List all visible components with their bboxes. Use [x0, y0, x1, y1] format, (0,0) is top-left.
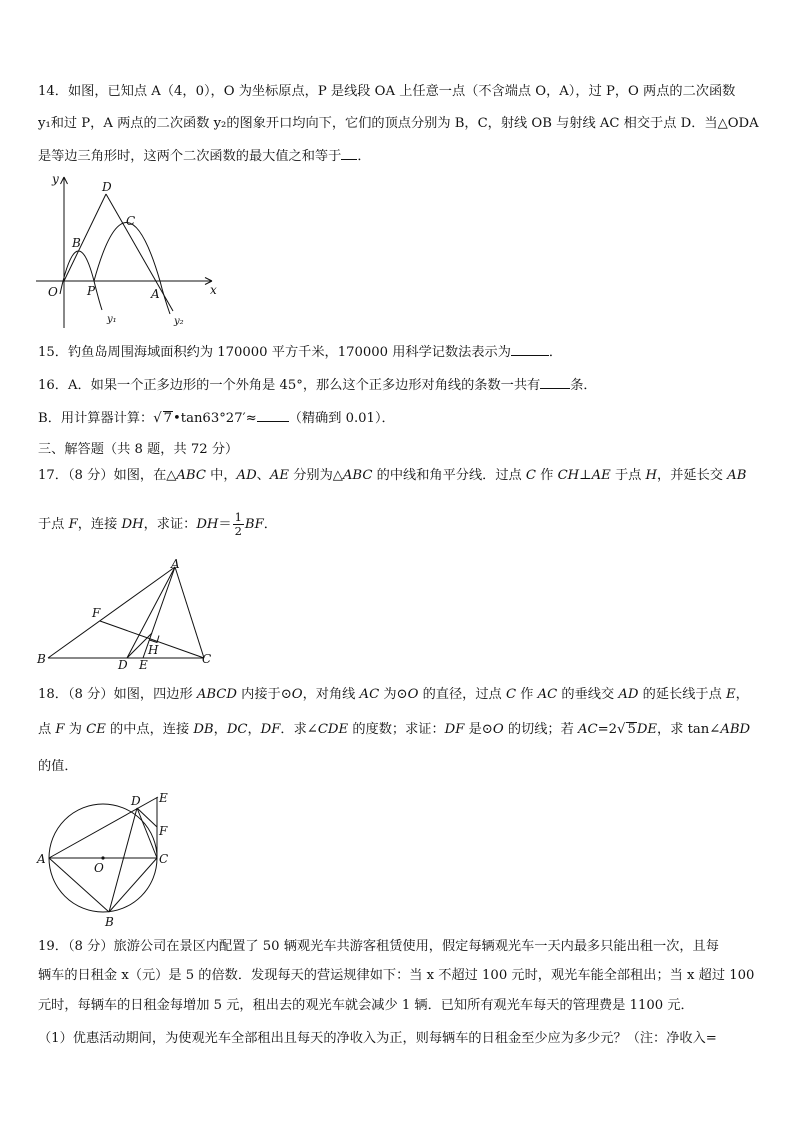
q18-label-B: B — [105, 915, 114, 929]
q19-line-4: （1）优惠活动期间，为使观光车全部租出且每天的净收入为正，则每辆车的日租金至少应为多少元？（注：净收入= — [38, 1031, 717, 1046]
q18-segment-DF — [137, 808, 157, 827]
q17-label-B: B — [37, 652, 46, 666]
q18-t8: O — [407, 687, 419, 702]
q17-t15: ，并延长交 — [657, 468, 728, 483]
q18-t4: O — [291, 687, 303, 702]
q18-line-2: 点 F 为 CE 的中点，连接 DB，DC，DF．求∠CDE 的度数；求证：DF 是⊙O 的切线；若 AC=2√ 5DE，求 tan∠ABD — [38, 722, 751, 737]
q17-label-D: D — [118, 658, 128, 672]
q17-label-E: E — [139, 658, 148, 672]
q16-a-line — [38, 375, 760, 395]
q17-u5: ，求证： — [143, 517, 197, 532]
q16-b-mid: •tan63°27′≈ — [173, 411, 257, 426]
q17-frac-num: 1 — [234, 511, 242, 524]
q18-u15: 是⊙ — [464, 722, 493, 737]
q17-u3: ，连接 — [77, 517, 122, 532]
q19-line-2: 辆车的日租金 x（元）是 5 的倍数．发现每天的营运规律如下：当 x 不超过 100 元时，观光车能全部租出；当 x 超过 100 — [38, 968, 755, 983]
q18-u7: ， — [213, 722, 227, 737]
q14-label-O: O — [48, 285, 58, 299]
q17-label-A: A — [171, 557, 180, 571]
q17-u8: BF — [244, 517, 264, 532]
q18-t16: E — [726, 687, 736, 702]
q14-line-3-end: ． — [357, 149, 371, 164]
q18-label-O: O — [94, 861, 104, 875]
q18-u21: ，求 tan∠ — [657, 722, 721, 737]
q17-u2: F — [68, 517, 78, 532]
q19-line-3: 元时，每辆车的日租金每增加 5 元，租出去的观光车就会减少 1 辆．已知所有观光车每天的管理费是 1100 元． — [38, 998, 694, 1013]
q14-parabola-y1 — [60, 251, 102, 310]
q18-segment-DC — [137, 808, 157, 858]
q16-a-text: 16．A．如果一个正多边形的一个外角是 45°，那么这个正多边形对角线的条数一共有 — [38, 378, 541, 393]
q18-label-D: D — [131, 794, 141, 808]
q14-ray-OD — [64, 194, 106, 281]
q18-t11: 作 — [516, 687, 538, 702]
q17-t3: 中， — [205, 468, 237, 483]
q18-label-F: F — [159, 824, 168, 838]
q18-t1: 18．（8 分）如图，四边形 — [38, 687, 197, 702]
q18-u9: ， — [247, 722, 261, 737]
q18-t6: AC — [359, 687, 380, 702]
q18-u19: =2 — [597, 722, 618, 737]
q18-t10: C — [505, 687, 517, 702]
q14-graph — [30, 170, 230, 332]
q18-u18: AC — [577, 722, 598, 737]
q18-u8: DC — [226, 722, 248, 737]
q17-side-AC — [175, 567, 204, 658]
q15-answer-blank — [511, 342, 549, 356]
q18-u17: 的切线；若 — [503, 722, 578, 737]
q14-line-1: 14．如图，已知点 A（4，0），O 为坐标原点，P 是线段 OA 上任意一点（不含端点 O，A），过 P，O 两点的二次函数 — [38, 84, 736, 99]
q17-t14: H — [645, 468, 658, 483]
q18-label-E: E — [159, 791, 168, 805]
q18-u11: ．求∠ — [280, 722, 318, 737]
q14-answer-blank — [341, 146, 357, 160]
q14-label-C: C — [126, 214, 136, 228]
q14-label-D: D — [102, 180, 112, 194]
q17-t5: 、 — [256, 468, 270, 483]
q18-segment-AE — [49, 797, 158, 858]
q17-t9: 的中线和角平分线．过点 — [372, 468, 526, 483]
q18-t13: 的垂线交 — [557, 687, 619, 702]
q17-t10: C — [525, 468, 537, 483]
q15-line — [38, 342, 760, 362]
q18-t7: 为⊙ — [379, 687, 408, 702]
q17-t6: AE — [269, 468, 289, 483]
q18-t14: AD — [618, 687, 639, 702]
q18-t17: ， — [735, 687, 749, 702]
q17-t2: ABC — [176, 468, 206, 483]
q18-u3: 为 — [64, 722, 87, 737]
q18-figure — [30, 785, 190, 930]
q18-label-C: C — [159, 852, 169, 866]
q14-label-x: x — [210, 283, 217, 297]
q14-label-P: P — [87, 284, 96, 298]
q16-b-text: B．用计算器计算： — [38, 411, 154, 426]
q18-u4: CE — [86, 722, 106, 737]
q16-a-answer-blank — [540, 375, 570, 389]
q18-t2: ABCD — [196, 687, 237, 702]
q17-t16: AB — [727, 468, 747, 483]
q17-t1: 17．（8 分）如图，在△ — [38, 468, 177, 483]
q14-label-y: y — [52, 172, 59, 186]
q18-label-A: A — [37, 852, 46, 866]
q17-t7: 分别为△ — [289, 468, 343, 483]
section-heading: 三、解答题（共 8 题，共 72 分） — [38, 442, 239, 457]
q14-line-2: y₁和过 P，A 两点的二次函数 y₂的图象开口均向下，它们的顶点分别为 B，C，射线 OB 与射线 AC 相交于点 D．当△ODA — [38, 116, 759, 131]
q14-label-y2: y₂ — [174, 316, 184, 327]
q18-u2: F — [55, 722, 65, 737]
q17-u6: DH — [196, 517, 219, 532]
q14-label-y1: y₁ — [107, 314, 117, 325]
q17-u9: ． — [263, 517, 277, 532]
q18-t3: 内接于⊙ — [236, 687, 292, 702]
q17-line-2 — [38, 511, 760, 539]
q18-u20: DE — [636, 722, 658, 737]
q17-figure — [30, 555, 230, 673]
q18-t5: ，对角线 — [302, 687, 360, 702]
q18-u12: CDE — [317, 722, 349, 737]
q16-b-answer-blank — [257, 408, 289, 422]
q18-u10: DF — [260, 722, 281, 737]
q17-u1: 于点 — [38, 517, 69, 532]
q15-text: 15．钓鱼岛周围海域面积约为 170000 平方千米，170000 用科学记数法表示为 — [38, 345, 511, 360]
q18-u5: 的中点，连接 — [105, 722, 194, 737]
q18-t9: 的直径，过点 — [418, 687, 506, 702]
q16-b-end: （精确到 0.01）． — [288, 411, 395, 426]
q14-line-3 — [38, 146, 760, 166]
q17-frac-den: 2 — [234, 524, 242, 538]
q18-u6: DB — [193, 722, 214, 737]
q18-line-1 — [38, 686, 760, 704]
q17-t11: 作 — [536, 468, 558, 483]
q18-sqrt: 5 — [627, 722, 636, 737]
q17-label-C: C — [202, 652, 212, 666]
q18-center-dot — [101, 856, 104, 859]
q17-label-H: H — [148, 643, 159, 657]
q19-line-1: 19．（8 分）旅游公司在景区内配置了 50 辆观光车共游客租赁使用，假定每辆观光车一天内最多只能出租一次，且每 — [38, 939, 719, 954]
q17-fraction — [233, 511, 244, 538]
q18-t12: AC — [537, 687, 558, 702]
q17-u7: ＝ — [218, 517, 232, 532]
q16-a-end: 条． — [570, 378, 597, 393]
q18-u16: O — [492, 722, 504, 737]
q16-b-line: B．用计算器计算：√ 7•tan63°27′≈ （精确到 0.01）． — [38, 408, 760, 428]
q18-u13: 的度数；求证： — [348, 722, 445, 737]
q14-label-A: A — [151, 287, 160, 301]
q15-end: ． — [548, 345, 563, 360]
q17-t4: AD — [236, 468, 257, 483]
q17-line-1 — [38, 467, 760, 485]
q14-line-3-text: 是等边三角形时，这两个二次函数的最大值之和等于 — [38, 149, 342, 164]
q18-u14: DF — [444, 722, 465, 737]
q17-t12: CH⊥AE — [557, 468, 611, 483]
q17-t8: ABC — [342, 468, 373, 483]
q18-t15: 的延长线于点 — [638, 687, 726, 702]
q17-t13: 于点 — [610, 468, 646, 483]
q17-u4: DH — [121, 517, 144, 532]
q18-u1: 点 — [38, 722, 56, 737]
q16-b-sqrt: 7 — [163, 411, 172, 426]
q18-u22: ABD — [720, 722, 751, 737]
q14-label-B: B — [72, 236, 81, 250]
q18-line-3: 的值． — [38, 759, 78, 774]
q17-label-F: F — [92, 606, 101, 620]
